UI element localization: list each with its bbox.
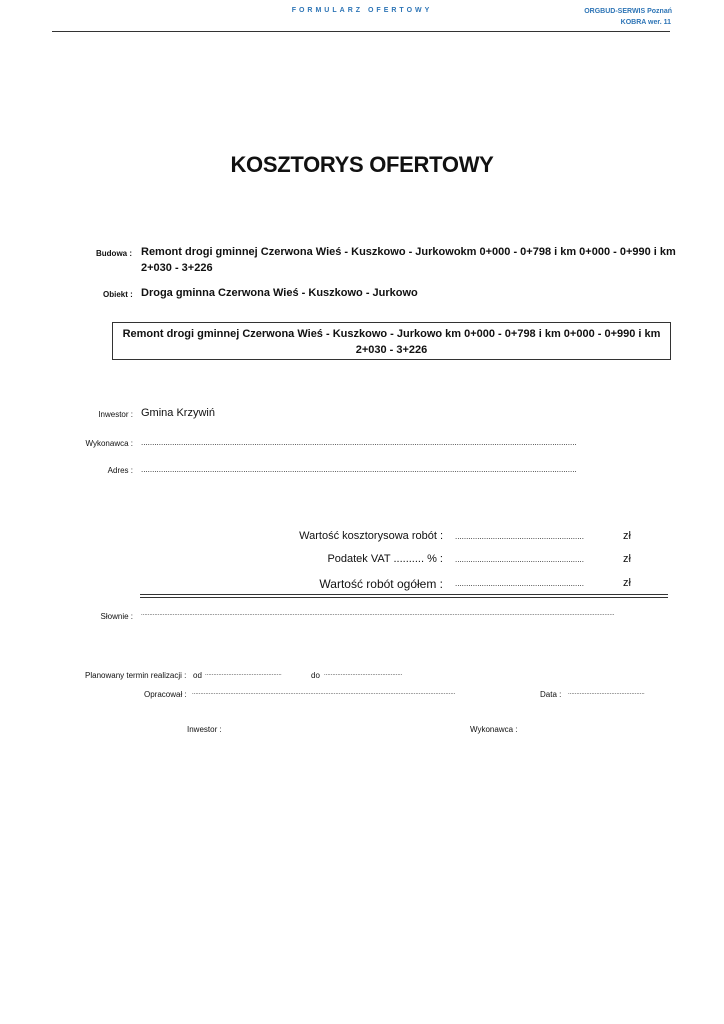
budowa-value-line2: 2+030 - 3+226 xyxy=(141,262,213,274)
wykonawca-label: Wykonawca : xyxy=(85,439,133,448)
header-divider xyxy=(52,31,670,32)
wartosc-ogolem-field[interactable]: .......................................................... xyxy=(455,579,584,588)
total-double-underline xyxy=(140,594,668,598)
wartosc-kosztorysowa-field[interactable]: .......................................................... xyxy=(455,532,584,541)
adres-field[interactable]: .................................................................................................................................................................................................... xyxy=(141,465,577,474)
budowa-label: Budowa : xyxy=(96,249,132,258)
inwestor-value: Gmina Krzywiń xyxy=(141,407,215,419)
podatek-vat-unit: zł xyxy=(623,553,631,565)
wartosc-ogolem-label: Wartość robót ogółem : xyxy=(319,577,443,591)
termin-od-field[interactable]: .............................................. xyxy=(205,671,282,677)
page-title: KOSZTORYS OFERTOWY xyxy=(230,152,494,177)
object-title-box xyxy=(112,322,671,360)
company-name: ORGBUD-SERWIS Poznań xyxy=(584,8,672,15)
obiekt-value: Droga gminna Czerwona Wieś - Kuszkowo - Jurkowo xyxy=(141,287,418,299)
adres-label: Adres : xyxy=(107,466,133,475)
termin-do-field[interactable]: ............................................... xyxy=(324,671,403,677)
slownie-label: Słownie : xyxy=(100,612,133,621)
signature-wykonawca-label: Wykonawca : xyxy=(470,725,518,734)
opracowal-field[interactable]: .............................................................................................................................................................. xyxy=(192,690,456,696)
opracowal-label: Opracował : xyxy=(144,690,187,699)
podatek-vat-label: Podatek VAT .......... % : xyxy=(327,553,443,565)
data-label: Data : xyxy=(540,690,562,699)
wykonawca-field[interactable]: .................................................................................................................................................................................................... xyxy=(141,438,577,447)
signature-inwestor-label: Inwestor : xyxy=(187,725,222,734)
podatek-vat-field[interactable]: .......................................................... xyxy=(455,555,584,564)
termin-do-label: do xyxy=(311,671,320,680)
wartosc-ogolem-unit: zł xyxy=(623,577,631,589)
termin-od-label: od xyxy=(193,671,202,680)
budowa-value-line1: Remont drogi gminnej Czerwona Wieś - Kuszkowo - Jurkowokm 0+000 - 0+798 i km 0+000 - 0+990 i km xyxy=(141,246,676,258)
obiekt-label: Obiekt : xyxy=(103,290,133,299)
wartosc-kosztorysowa-unit: zł xyxy=(623,530,631,542)
termin-label: Planowany termin realizacji : xyxy=(85,671,187,680)
slownie-field[interactable]: ............................................................................................................................................................................................................................................................................................ xyxy=(141,611,615,617)
inwestor-label: Inwestor : xyxy=(98,410,133,419)
data-field[interactable]: .............................................. xyxy=(568,690,645,696)
object-title-line1: Remont drogi gminnej Czerwona Wieś - Kuszkowo - Jurkowo km 0+000 - 0+798 i km 0+000 - 0+990 i km xyxy=(122,328,661,340)
wartosc-kosztorysowa-label: Wartość kosztorysowa robót : xyxy=(299,530,443,542)
object-title-line2: 2+030 - 3+226 xyxy=(355,344,428,356)
software-version: KOBRA wer. 11 xyxy=(620,19,671,26)
company-info xyxy=(584,6,672,28)
form-header-title: FORMULARZ OFERTOWY xyxy=(291,7,433,14)
